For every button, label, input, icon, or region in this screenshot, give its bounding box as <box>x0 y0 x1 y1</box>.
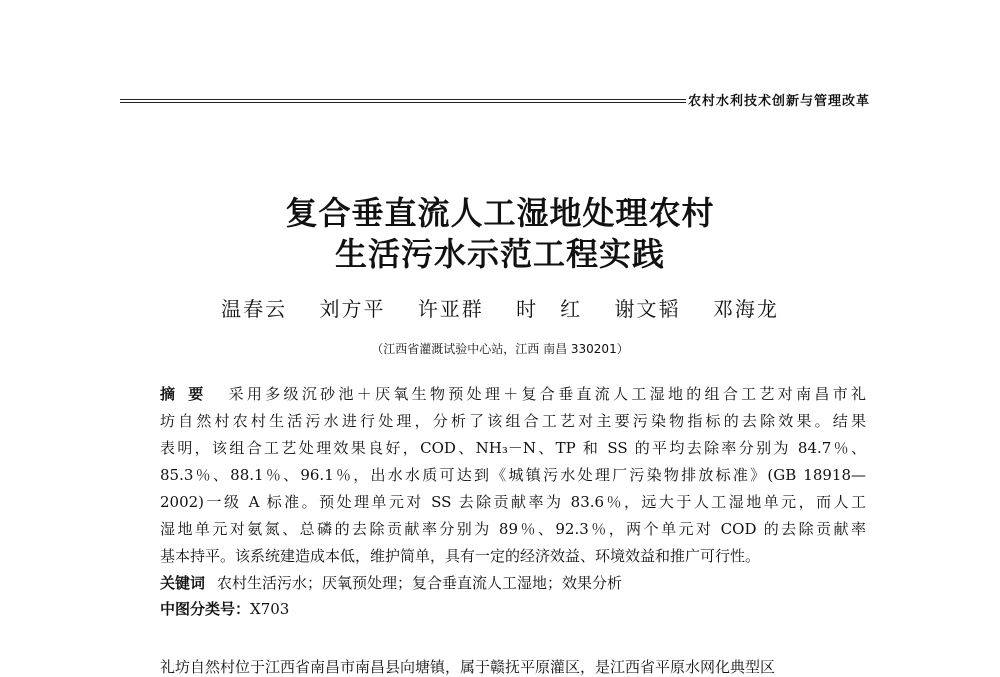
abstract-line: 坊自然村农村生活污水进行处理，分析了该组合工艺对主要污染物指标的去除效果。结果 <box>160 412 866 430</box>
keywords-text: 农村生活污水；厌氧预处理；复合垂直流人工湿地；效果分析 <box>217 574 623 592</box>
abstract-label: 摘要 <box>160 385 217 403</box>
keywords <box>160 570 866 596</box>
author-name: 温春云 <box>221 297 288 321</box>
author-list <box>0 293 1000 322</box>
author-name: 刘方平 <box>319 297 386 321</box>
abstract-line: 摘要 采用多级沉砂池＋厌氧生物预处理＋复合垂直流人工湿地的组合工艺对南昌市礼 <box>160 385 866 403</box>
classification-label: 中图分类号： <box>160 600 251 618</box>
classification <box>160 596 866 622</box>
abstract <box>160 381 866 622</box>
header-rule <box>120 99 686 105</box>
author-name: 许亚群 <box>417 297 484 321</box>
abstract-line: 2002)一级 A 标准。预处理单元对 SS 去除贡献率为 83.6％，远大于人工湿地单元，而人工 <box>160 493 866 511</box>
abstract-line: 湿地单元对氨氮、总磷的去除贡献率分别为 89％、92.3％，两个单元对 COD 的去除贡献率 <box>160 520 866 538</box>
keywords-label: 关键词 <box>160 574 206 592</box>
affiliation: （江西省灌溉试验中心站，江西 南昌 330201） <box>371 342 629 356</box>
body-text-partial: 礼坊自然村位于江西省南昌市南昌县向塘镇，属于赣抚平原灌区，是江西省平原水网化典型区 <box>160 658 776 676</box>
abstract-line: 85.3％、88.1％、96.1％，出水水质可达到《城镇污水处理厂污染物排放标准》(GB 18918— <box>160 466 866 484</box>
author-name: 谢文韬 <box>614 297 681 321</box>
abstract-line: 基本持平。该系统建造成本低，维护简单，具有一定的经济效益、环境效益和推广可行性。 <box>160 547 761 565</box>
classification-value: X703 <box>250 600 290 618</box>
paper-title-line-1: 复合垂直流人工湿地处理农村 <box>285 194 715 232</box>
abstract-line: 表明，该组合工艺处理效果良好，COD、NH₃－N、TP 和 SS 的平均去除率分别为 84.7％、 <box>160 439 866 457</box>
author-name: 时 红 <box>516 297 583 321</box>
paper-title-line-2: 生活污水示范工程实践 <box>334 235 665 273</box>
journal-name: 农村水利技术创新与管理改革 <box>688 94 871 109</box>
author-name: 邓海龙 <box>712 297 779 321</box>
